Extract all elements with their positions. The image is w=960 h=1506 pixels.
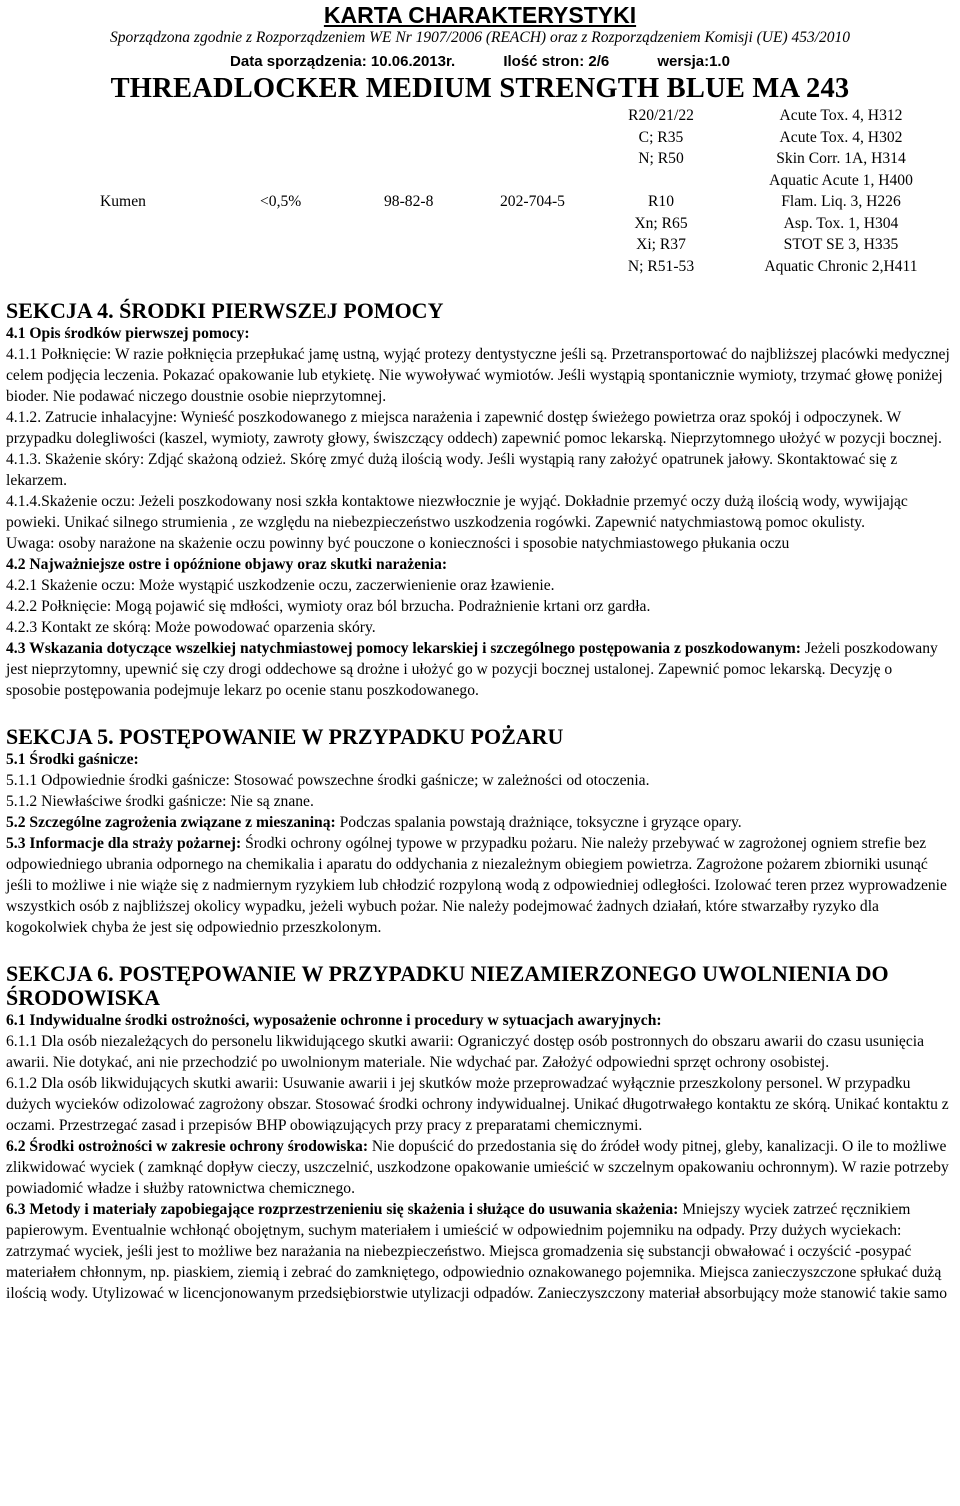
document-info-line — [0, 51, 960, 73]
prev-row-r-phrase: N; R50 — [638, 150, 684, 167]
paragraph-4-3-text: Jeżeli poszkodowany jest nieprzytomny, upewnić się czy drogi oddechowe są drożne i ułożyć go w pozycji bocznej ustalonej. Zapewnić pomoc lekarską. Decyzję o sposobie postępowania podejmuje lekarz po ocenie stanu poszkodowanego. — [6, 640, 938, 699]
paragraph-6-2-text: Nie dopuścić do przedostania się do źródeł wody pitnej, gleby, kanalizacji. O ile to możliwe zlikwidować wyciek ( zamknąć dopływ cieczy, uszczelnić, uszkodzone opakowanie umieścić w szczelnym opakowaniu ochronnym). W razie potrzeby powiadomić władze i służby ratownictwa chemicznego. — [6, 1138, 949, 1197]
paragraph-5-1-1: 5.1.1 Odpowiednie środki gaśnicze: Stosować powszechne środki gaśnicze; w zależności od otoczenia. — [6, 772, 650, 789]
subsection-5-1-heading: 5.1 Środki gaśnicze: — [6, 751, 139, 768]
paragraph-6-3 — [6, 1199, 950, 1304]
prev-row-h-phrase: Acute Tox. 4, H312 — [779, 107, 903, 124]
document-body — [0, 277, 950, 1304]
page-count: Ilość stron: 2/6 — [503, 53, 610, 70]
subsection-6-1-heading: 6.1 Indywidualne środki ostrożności, wyposażenie ochronne i procedury w sytuacjach awaryjnych: — [6, 1012, 662, 1029]
paragraph-6-1-1: 6.1.1 Dla osób niezależących do personelu likwidującego skutki awarii: Ograniczyć dostęp osób postronnych do obszaru awarii do czasu usunięcia awarii. Nie dotykać, ani nie przechodzić po uwolnionym materiale. Nie wdychać par. Założyć odpowiedni sprzęt ochrony osobistej. — [6, 1033, 925, 1071]
component-concentration: <0,5% — [260, 193, 302, 210]
subsection-4-3-heading: 4.3 Wskazania dotyczące wszelkiej natychmiastowej pomocy lekarskiej i szczególnego postępowania z poszkodowanym: — [6, 640, 801, 657]
paragraph-6-2 — [6, 1136, 950, 1199]
component-r-phrase: Xn; R65 — [634, 214, 688, 232]
paragraph-6-3-text: Mniejszy wyciek zatrzeć ręcznikiem papierowym. Eventualnie wchłonąć obojętnym, suchym materiałem i umieścić w odpowiednim pojemniku na odpady. Przy dużych wyciekach: zatrzymać wyciek, jeśli jest to możliwe bez narażania na niebezpieczeństwo. Miejsca gromadzenia się substancji obwałować i oczyścić -posypać materiałem chłonnym, np. piaskiem, ziemią i zebrać do zamkniętego, odpowiednio oznakowanego pojemnika. Miejsca zanieczyszczone spłukać dużą ilością wody. Utylizować w licencjonowanym przedsiębiorstwie utylizacji odpadów. Zanieczyszczony materiał absorbujący może stanowić takie samo — [6, 1201, 948, 1302]
component-r-phrase: R10 — [648, 193, 674, 210]
paragraph-5-1-2: 5.1.2 Niewłaściwe środki gaśnicze: Nie są znane. — [6, 793, 314, 810]
component-h-phrase: Flam. Liq. 3, H226 — [781, 193, 901, 210]
component-h-phrase: Asp. Tox. 1, H304 — [783, 214, 899, 232]
issue-date: Data sporządzenia: 10.06.2013r. — [230, 53, 456, 70]
component-cas-number: 98-82-8 — [384, 193, 434, 210]
component-h-phrase: Aquatic Chronic 2,H411 — [764, 257, 918, 275]
paragraph-5-2-text: Podczas spalania powstają drażniące, toksyczne i gryzące opary. — [339, 814, 742, 831]
version-label: wersja:1.0 — [657, 53, 730, 70]
component-h-phrase: STOT SE 3, H335 — [783, 236, 899, 253]
paragraph-4-1-3: 4.1.3. Skażenie skóry: Zdjąć skażoną odzież. Skórę zmyć dużą ilością wody. Jeśli wystąpią rany założyć opatrunek jałowy. Skontaktować się z lekarzem. — [6, 451, 898, 489]
prev-row-h-phrase: Aquatic Acute 1, H400 — [769, 171, 913, 189]
product-name: THREADLOCKER MEDIUM STRENGTH BLUE MA 243 — [110, 73, 850, 104]
subsection-6-3-heading: 6.3 Metody i materiały zapobiegające rozprzestrzenieniu się skażenia i służące do usuwania skażenia: — [6, 1201, 679, 1218]
subsection-4-2-heading: 4.2 Najważniejsze ostre i opóźnione objawy oraz skutki narażenia: — [6, 556, 448, 573]
component-name: Kumen — [100, 193, 146, 210]
component-r-phrase: N; R51-53 — [627, 257, 695, 275]
subsection-5-2-heading: 5.2 Szczególne zagrożenia związane z mieszaniną: — [6, 814, 336, 831]
prev-row-r-phrase: C; R35 — [638, 128, 684, 146]
section-6-heading: SEKCJA 6. POSTĘPOWANIE W PRZYPADKU NIEZAMIERZONEGO UWOLNIENIA DO ŚRODOWISKA — [6, 961, 889, 1010]
component-ec-number: 202-704-5 — [500, 193, 565, 210]
composition-table — [0, 105, 960, 277]
paragraph-4-2-2: 4.2.2 Połknięcie: Mogą pojawić się mdłości, wymioty oraz ból brzucha. Podrażnienie krtani orz gardła. — [6, 598, 651, 615]
paragraph-warning: Uwaga: osoby narażone na skażenie oczu powinny być pouczone o konieczności i sposobie natychmiastowego płukania oczu — [6, 535, 790, 552]
prev-row-r-phrase: R20/21/22 — [628, 107, 694, 124]
paragraph-4-1-4: 4.1.4.Skażenie oczu: Jeżeli poszkodowany nosi szkła kontaktowe niezwłocznie je wyjąć. Dokładnie przemyć oczy dużą ilością wody, wywijając powieki. Unikać silnego strumienia , ze względu na niebezpieczeństwo uszkodzenia rogówki. Zapewnić natychmiastową pomoc okulisty. — [6, 493, 908, 531]
regulation-subtitle: Sporządzona zgodnie z Rozporządzeniem WE Nr 1907/2006 (REACH) oraz z Rozporządzeniem Komisji (UE) 453/2010 — [109, 29, 851, 46]
paragraph-4-2-3: 4.2.3 Kontakt ze skórą: Może powodować oparzenia skóry. — [6, 619, 376, 636]
paragraph-6-1-2: 6.1.2 Dla osób likwidujących skutki awarii: Usuwanie awarii i jej skutków może przeprowadzać wyłącznie przeszkolony personel. W przypadku dużych wycieków odizolować zagrożony obszar. Stosować środki ochrony indywidualnej. Unikać długotrwałego kontaktu ze skórą. Unikać kontaktu z oczami. Przestrzegać zasad i przepisów BHP obowiązujących przy pracy z preparatami chemicznymi. — [6, 1075, 949, 1134]
paragraph-4-3 — [6, 638, 950, 701]
prev-row-h-phrase: Skin Corr. 1A, H314 — [776, 150, 906, 167]
paragraph-4-1-2: 4.1.2. Zatrucie inhalacyjne: Wynieść poszkodowanego z miejsca narażenia i zapewnić dostęp świeżego powietrza oraz spokój i odpoczynek. W przypadku dolegliwości (kaszel, wymioty, zawroty głowy, świszczący oddech) zapewnić pomoc lekarską. Nieprzytomnego ułożyć w pozycji bocznej. — [6, 409, 942, 447]
subsection-6-2-heading: 6.2 Środki ostrożności w zakresie ochrony środowiska: — [6, 1138, 369, 1155]
paragraph-5-3 — [6, 833, 950, 938]
component-r-phrase: Xi; R37 — [636, 236, 686, 253]
subsection-4-1-heading: 4.1 Opis środków pierwszej pomocy: — [6, 325, 250, 342]
document-header — [0, 2, 960, 105]
subsection-5-3-heading: 5.3 Informacje dla straży pożarnej: — [6, 835, 242, 852]
paragraph-5-2 — [6, 812, 950, 833]
paragraph-5-3-text: Środki ochrony ogólnej typowe w przypadku pożaru. Nie należy przebywać w zagrożonej ogniem strefie bez odpowiedniego ubrania odpornego na chemikalia i aparatu do oddychania z niezależnym obiegiem powietrza. Zagrożone pożarem zbiorniki usunąć jeśli to możliwe i nie wiąże się z nadmiernym ryzykiem lub chłodzić rozpyloną wodą z odpowiedniej odległości. Izolować teren przez wyprowadzenie wszystkich osób z najbliższej okolicy wypadku, jeżeli wybuch pożar. Nie należy podejmować żadnych działań, które stwarzałby ryzyko dla kogokolwiek chyba że jest się odpowiednio przeszkolonym. — [6, 835, 947, 936]
paragraph-4-2-1: 4.2.1 Skażenie oczu: Może wystąpić uszkodzenie oczu, zaczerwienienie oraz łzawienie. — [6, 577, 555, 594]
prev-row-h-phrase: Acute Tox. 4, H302 — [779, 128, 903, 146]
document-title: KARTA CHARAKTERYSTYKI — [323, 2, 637, 28]
paragraph-4-1-1: 4.1.1 Połknięcie: W razie połknięcia przepłukać jamę ustną, wyjąć protezy dentystyczne jeśli są. Przetransportować do najbliższej placówki medycznej celem podjęcia leczenia. Pokazać opakowanie lub etykietę. Nie wywoływać wymiotów. Jeśli wystąpią spontanicznie wymioty, trzymać głowę poniżej bioder. Nie podawać niczego doustnie osobie nieprzytomnej. — [6, 346, 950, 405]
section-4-heading: SEKCJA 4. ŚRODKI PIERWSZEJ POMOCY — [6, 298, 444, 323]
section-5-heading: SEKCJA 5. POSTĘPOWANIE W PRZYPADKU POŻARU — [6, 724, 564, 749]
